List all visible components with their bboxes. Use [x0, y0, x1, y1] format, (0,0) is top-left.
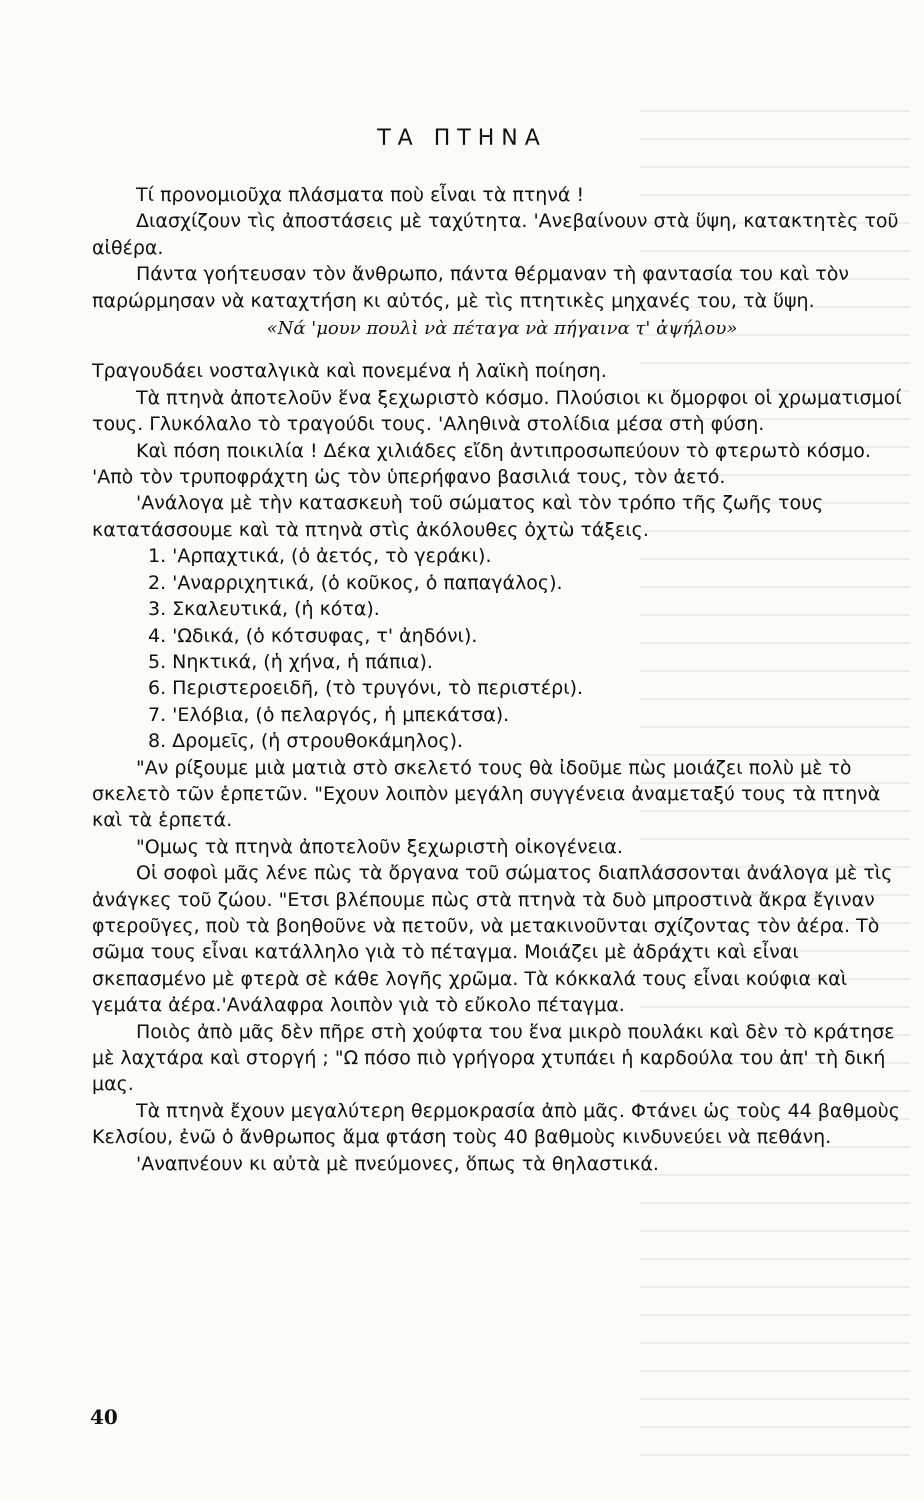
paragraph: Καὶ πόση ποικιλία ! Δέκα χιλιάδες εἴδη ἀντιπροσωπεύουν τὸ φτερωτὸ κόσμο. 'Απὸ τὸν τρυποφράχτη ὡς τὸν ὑπερήφανο βασιλιά τους, τὸν ἀετό.: [92, 439, 871, 489]
page-number: 40: [90, 1405, 118, 1429]
list-item: 4. 'Ωδικά, (ὁ κότσυφας, τ' ἀηδόνι).: [148, 624, 478, 647]
paragraph: Τὰ πτηνὰ ἔχουν μεγαλύτερη θερμοκρασία ἀπὸ μᾶς. Φτάνει ὡς τοὺς 44 βαθμοὺς Κελσίου, ἐνῶ ὁ ἄνθρωπος ἅμα φτάση τοὺς 40 βαθμοὺς κινδυνεύει νὰ πεθάνη.: [92, 1099, 900, 1149]
paragraph: Διασχίζουν τὶς ἀποστάσεις μὲ ταχύτητα. 'Ανεβαίνουν στὰ ὕψη, κατακτητὲς τοῦ αἰθέρα.: [92, 210, 899, 259]
paragraph: Πάντα γοήτευσαν τὸν ἄνθρωπο, πάντα θέρμαναν τὴ φαντασία του καὶ τὸν παρώρμησαν νὰ καταχτήση κι αὐτός, μὲ τὶς πτητικὲς μηχανές του, τὰ ὕψη.: [92, 263, 849, 312]
paragraph: 'Αναπνέουν κι αὐτὰ μὲ πνεύμονες, ὅπως τὰ θηλαστικά.: [136, 1152, 659, 1175]
paragraph: Τὰ πτηνὰ ἀποτελοῦν ἕνα ξεχωριστὸ κόσμο. Πλούσιοι κι ὄμορφοι οἱ χρωματισμοί τους. Γλυκόλαλο τὸ τραγούδι τους. 'Αληθινὰ στολίδια μέσα στὴ φύση.: [92, 386, 902, 436]
list-item: 8. Δρομεῖς, (ἡ στρουθοκάμηλος).: [148, 730, 464, 753]
list-item: 5. Νηκτικά, (ἡ χήνα, ἡ πάπια).: [148, 650, 433, 673]
list-item: 7. 'Ελόβια, (ὁ πελαργός, ἡ μπεκάτσα).: [148, 703, 510, 726]
folk-quote: «Νά 'μουν πουλὶ νὰ πέταγα νὰ πήγαινα τ' ἀψήλου»: [266, 318, 738, 340]
list-item: 2. 'Αναρριχητικά, (ὁ κοῦκος, ὁ παπαγάλος).: [148, 571, 563, 594]
paragraph: Οἱ σοφοὶ μᾶς λένε πὼς τὰ ὄργανα τοῦ σώματος διαπλάσσονται ἀνάλογα μὲ τὶς ἀνάγκες τοῦ ζώου. "Ετσι βλέπουμε πὼς στὰ πτηνὰ τὰ δυὸ μπροστινὰ ἄκρα ἔγιναν φτεροῦγες, ποὺ τὰ βοηθοῦνε νὰ πετοῦν, νὰ μετακινοῦνται σχίζοντας τὸν ἀέρα. Τὸ σῶμα τους εἶναι κατάλληλο γιὰ τὸ πέταγμα. Μοιάζει μὲ ἀδράχτι καὶ εἶναι σκεπασμένο μὲ φτερὰ σὲ κάθε λογῆς χρῶμα. Τὰ κόκκαλά τους εἶναι κούφια καὶ γεμάτα ἀέρα.'Ανάλαφρα λοιπὸν γιὰ τὸ εὔκολο πέταγμα.: [92, 862, 893, 1017]
paragraph: "Αν ρίξουμε μιὰ ματιὰ στὸ σκελετό τους θὰ ἰδοῦμε πὼς μοιάζει πολὺ μὲ τὸ σκελετὸ τῶν ἑρπετῶν. "Εχουν λοιπὸν μεγάλη συγγένεια ἀναμεταξύ τους τὰ πτηνὰ καὶ τὰ ἑρπετά.: [92, 756, 881, 832]
bird-classes-list: [92, 543, 912, 754]
list-item: 6. Περιστεροειδῆ, (τὸ τρυγόνι, τὸ περιστέρι).: [148, 677, 584, 700]
paragraph: Τραγουδάει νοσταλγικὰ καὶ πονεμένα ἡ λαϊκὴ ποίηση.: [92, 360, 607, 383]
page-title: ΤΑ ΠΤΗΝΑ: [377, 126, 547, 151]
paragraph: "Ομως τὰ πτηνὰ ἀποτελοῦν ξεχωριστὴ οἰκογένεια.: [136, 835, 623, 858]
paragraph: 'Ανάλογα μὲ τὴν κατασκευὴ τοῦ σώματος καὶ τὸν τρόπο τῆς ζωῆς τους κατατάσσουμε καὶ τὰ πτηνὰ στὶς ἀκόλουθες ὀχτὼ τάξεις.: [92, 492, 824, 541]
paragraph: Ποιὸς ἀπὸ μᾶς δὲν πῆρε στὴ χούφτα του ἕνα μικρὸ πουλάκι καὶ δὲν τὸ κράτησε μὲ λαχτάρα καὶ στοργή ; "Ω πόσο πιὸ γρήγορα χτυπάει ἡ καρδούλα του ἀπ' τὴ δική μας.: [92, 1020, 895, 1096]
article-body: [92, 182, 912, 1177]
list-item: 1. 'Αρπαχτικά, (ὁ ἀετός, τὸ γεράκι).: [148, 545, 492, 568]
list-item: 3. Σκαλευτικά, (ἡ κότα).: [148, 598, 380, 621]
paragraph: Τί προνομιοῦχα πλάσματα ποὺ εἶναι τὰ πτηνά !: [136, 184, 585, 206]
